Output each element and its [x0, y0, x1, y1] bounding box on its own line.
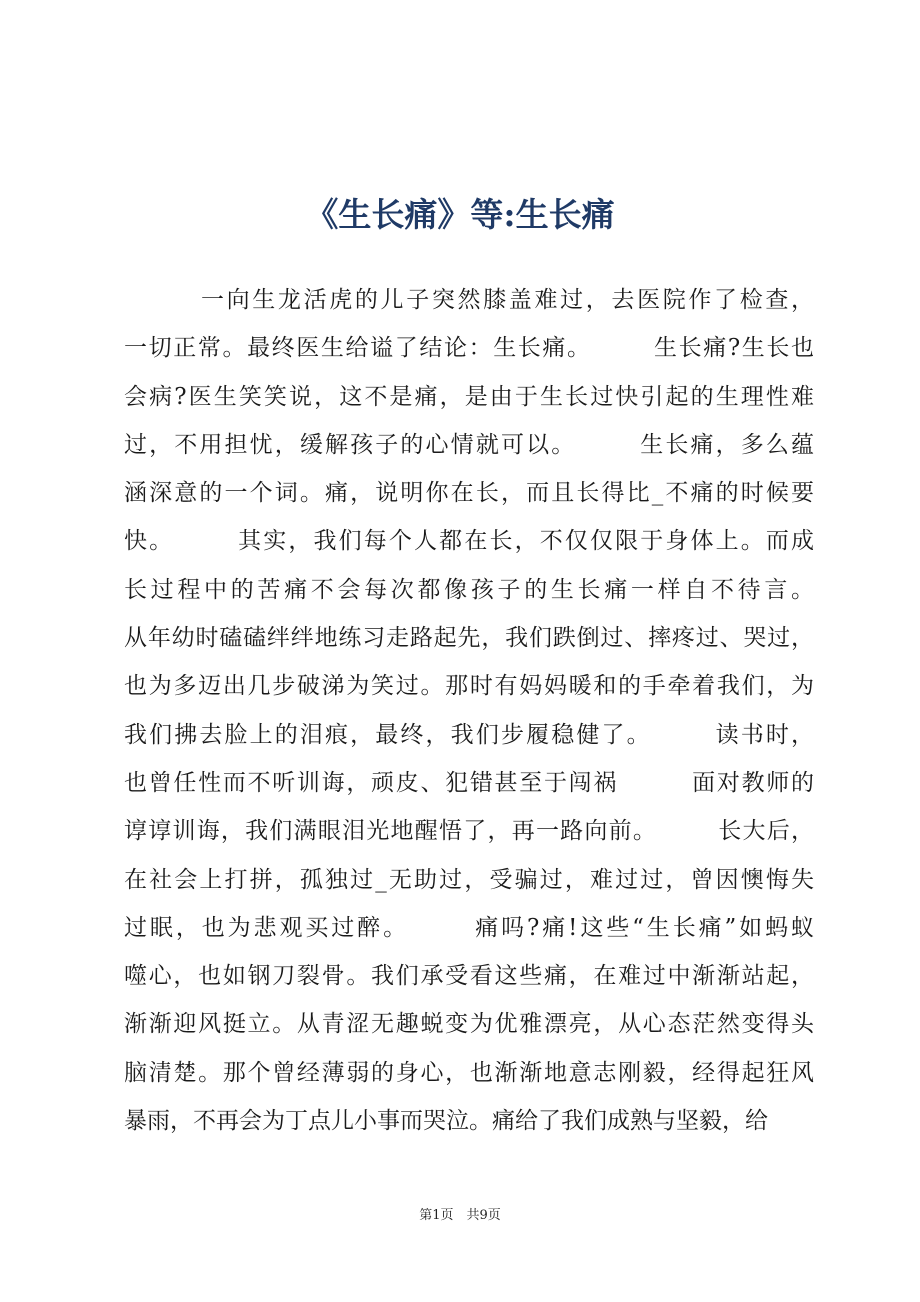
body-line: 过，不用担忧，缓解孩子的心情就可以。 生长痛，多么蕴 [124, 431, 814, 458]
body-line: 渐渐迎风挺立。从青涩无趣蜕变为优雅漂亮，从心态茫然变得头 [124, 1011, 814, 1038]
page-footer: 第1页 共9页 [419, 1208, 501, 1223]
body-line: 脑清楚。那个曾经薄弱的身心，也渐渐地意志刚毅，经得起狂风 [124, 1059, 814, 1086]
body-line: 一切正常。最终医生给谥了结论：生长痛。 生长痛?生长也 [124, 335, 814, 362]
body-line: 也曾任性而不听训诲，顽皮、犯错甚至于闯祸 面对教师的 [124, 769, 814, 796]
body-line: 快。 其实，我们每个人都在长，不仅仅限于身体上。而成 [124, 528, 814, 555]
body-line: 从年幼时磕磕绊绊地练习走路起先，我们跌倒过、摔疼过、哭过， [124, 625, 814, 652]
body-line: 也为多迈出几步破涕为笑过。那时有妈妈暖和的手牵着我们，为 [124, 673, 814, 700]
body-line: 在社会上打拼，孤独过_无助过，受骗过，难过过，曾因懊悔失 [124, 866, 814, 893]
body-line: 噬心，也如钢刀裂骨。我们承受看这些痛，在难过中渐渐站起， [124, 963, 814, 990]
body-line: 长过程中的苦痛不会每次都像孩子的生长痛一样自不待言。 [124, 576, 814, 603]
body-line: 涵深意的一个词。痛，说明你在长，而且长得比_不痛的时候要 [124, 480, 814, 507]
body-line: 我们拂去脸上的泪痕，最终，我们步履稳健了。 读书时， [124, 721, 814, 748]
body-line: 一向生龙活虎的儿子突然膝盖难过，去医院作了检查， [124, 287, 814, 313]
body-line: 谆谆训诲，我们满眼泪光地醒悟了，再一路向前。 长大后， [124, 818, 814, 845]
document-title: 《生长痛》等:生长痛 [305, 195, 615, 234]
body-line: 会病?医生笑笑说，这不是痛，是由于生长过快引起的生理性难 [124, 383, 814, 410]
document-body [124, 276, 814, 1145]
body-line: 暴雨，不再会为丁点儿小事而哭泣。痛给了我们成熟与坚毅，给 [124, 1108, 768, 1135]
body-line: 过眠，也为悲观买过醉。 痛吗?痛!这些“生长痛”如蚂蚁 [124, 914, 814, 941]
